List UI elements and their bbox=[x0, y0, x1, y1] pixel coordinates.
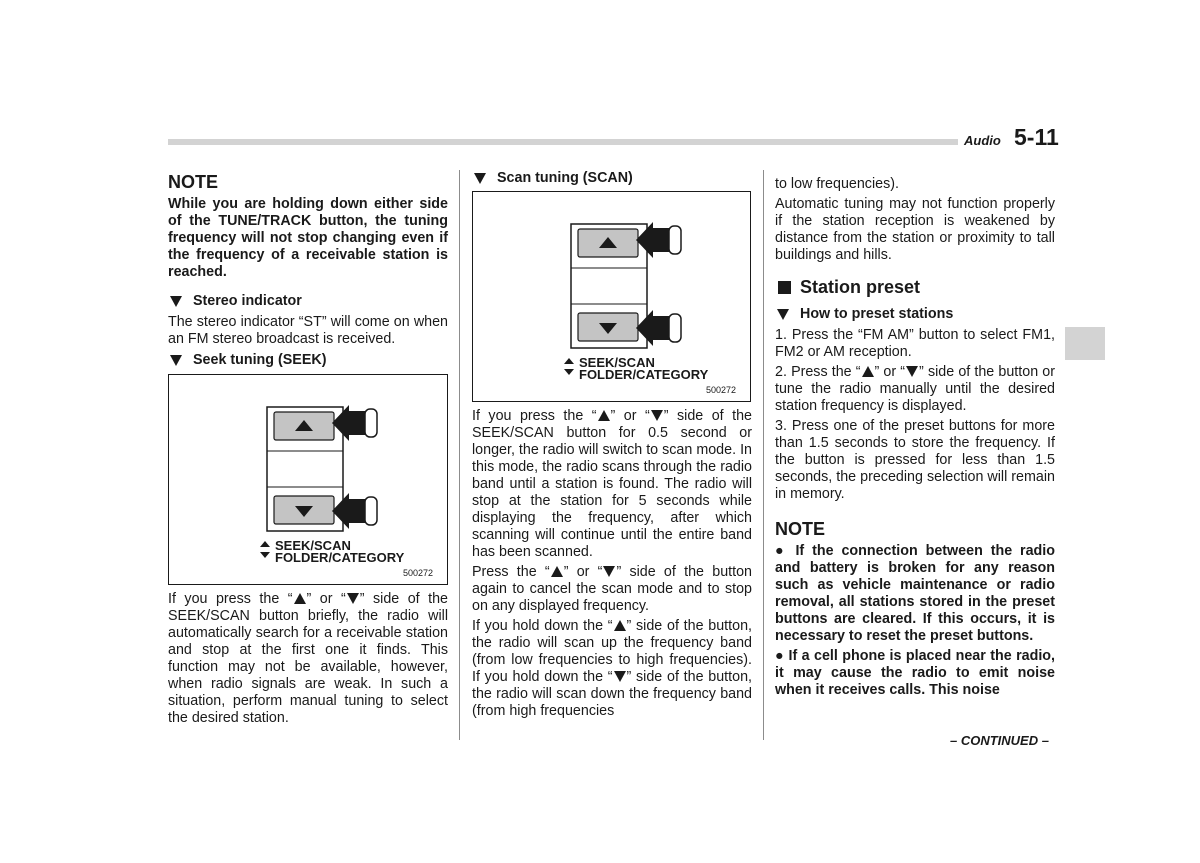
down-triangle-icon bbox=[603, 566, 615, 577]
preset-step-1: 1. Press the “FM AM” button to select FM1, FM2 or AM reception. bbox=[775, 327, 1055, 360]
down-triangle-icon bbox=[170, 296, 182, 307]
header-rule bbox=[168, 139, 958, 145]
stereo-heading bbox=[168, 293, 448, 310]
scan-text-3: If you hold down the “ ” side of the button, the radio will scan up the frequency band (from low frequencies to high frequencies). If you hold down the “ ” side of the button, the radio will scan down the frequency band (from high frequencies bbox=[472, 618, 752, 719]
preset-heading-label: How to preset stations bbox=[800, 306, 954, 322]
seek-button-figure bbox=[168, 374, 448, 585]
down-triangle-icon bbox=[651, 410, 663, 421]
page-number: 5-11 bbox=[1014, 124, 1059, 150]
down-triangle-icon bbox=[614, 671, 626, 682]
figure-label-seek-scan: SEEK/SCAN bbox=[275, 538, 351, 553]
down-triangle-icon bbox=[906, 366, 918, 377]
scan-text-2: Press the “ ” or “ ” side of the button again to cancel the scan mode and to stop on any displayed frequency. bbox=[472, 564, 752, 614]
up-triangle-icon bbox=[551, 566, 563, 577]
down-triangle-icon bbox=[170, 355, 182, 366]
scan-heading bbox=[472, 170, 752, 187]
figure-label-folder-category: FOLDER/CATEGORY bbox=[275, 550, 405, 565]
preset-heading bbox=[775, 306, 1055, 323]
preset-step-3: 3. Press one of the preset buttons for more than 1.5 seconds to store the frequency. If the button is pressed for less than 1.5 seconds, the preceding selection will remain in memory. bbox=[775, 418, 1055, 502]
down-small-icon bbox=[564, 369, 574, 375]
column-3 bbox=[775, 176, 1055, 702]
column-2 bbox=[472, 170, 752, 723]
down-triangle-icon bbox=[777, 309, 789, 320]
note-bullet-2: ● If a cell phone is placed near the radio, it may cause the radio to emit noise when it receives calls. This noise bbox=[775, 648, 1055, 698]
up-triangle-icon bbox=[598, 410, 610, 421]
note-title: NOTE bbox=[168, 172, 219, 192]
figure-code: 500272 bbox=[706, 385, 737, 395]
column-divider bbox=[459, 170, 460, 740]
figure-code: 500272 bbox=[403, 568, 434, 578]
figure-label-seek-scan: SEEK/SCAN bbox=[579, 355, 655, 370]
station-preset-title-label: Station preset bbox=[800, 277, 921, 297]
note-bullet-1: ● If the connection between the radio and battery is broken for any reason such as vehicle maintenance or radio removal, all stations stored in the preset buttons are cleared. If this occurs, it is necessary to reset the preset buttons. bbox=[775, 543, 1055, 644]
note-title: NOTE bbox=[775, 519, 826, 539]
up-triangle-icon bbox=[614, 620, 626, 631]
up-triangle-icon bbox=[862, 366, 874, 377]
seek-heading bbox=[168, 352, 448, 369]
note-text: While you are holding down either side of the TUNE/TRACK button, the tuning frequency will not stop changing even if the frequency of a receivable station is reached. bbox=[168, 196, 448, 280]
down-small-icon bbox=[260, 552, 270, 558]
stereo-heading-label: Stereo indicator bbox=[193, 293, 302, 309]
figure-label-folder-category: FOLDER/CATEGORY bbox=[579, 367, 709, 382]
down-triangle-icon bbox=[474, 173, 486, 184]
up-triangle-icon bbox=[294, 593, 306, 604]
down-triangle-icon bbox=[347, 593, 359, 604]
seek-heading-label: Seek tuning (SEEK) bbox=[193, 352, 327, 368]
seek-text: If you press the “ ” or “ ” side of the SEEK/SCAN button briefly, the radio will automatically search for a receivable station and stop at the first one it finds. This function may not be available, however, when radio signals are weak. In such a situation, perform manual tuning to select the desired station. bbox=[168, 591, 449, 726]
scan-text-continued: to low frequencies). bbox=[775, 176, 899, 192]
scan-button-figure bbox=[472, 191, 751, 402]
stereo-text: The stereo indicator “ST” will come on when an FM stereo broadcast is received. bbox=[168, 314, 448, 347]
scan-text-1: If you press the “ ” or “ ” side of the SEEK/SCAN button for 0.5 second or longer, the radio will switch to scan mode. In this mode, the radio scans through the radio band until a station is found. The radio will stop at the station for 5 seconds while displaying the frequency, after which scanning will continue until the entire band has been scanned. bbox=[472, 408, 753, 560]
chapter-tab bbox=[1065, 327, 1105, 360]
column-1 bbox=[168, 171, 448, 730]
scan-heading-label: Scan tuning (SCAN) bbox=[497, 170, 633, 186]
continued-label: – CONTINUED – bbox=[950, 733, 1049, 748]
seek-scan-button-illustration bbox=[169, 375, 447, 584]
column-divider bbox=[763, 170, 764, 740]
header-section-title: Audio bbox=[964, 133, 1001, 148]
up-small-icon bbox=[260, 541, 270, 547]
auto-tuning-text: Automatic tuning may not function properly if the station reception is weakened by distance from the station or proximity to tall buildings and hills. bbox=[775, 196, 1055, 263]
station-preset-title bbox=[775, 276, 1055, 298]
square-bullet-icon bbox=[778, 281, 791, 294]
preset-step-2: 2. Press the “ ” or “ ” side of the button or tune the radio manually until the desired station frequency is displayed. bbox=[775, 364, 1055, 414]
up-small-icon bbox=[564, 358, 574, 364]
seek-scan-button-illustration bbox=[473, 192, 750, 401]
